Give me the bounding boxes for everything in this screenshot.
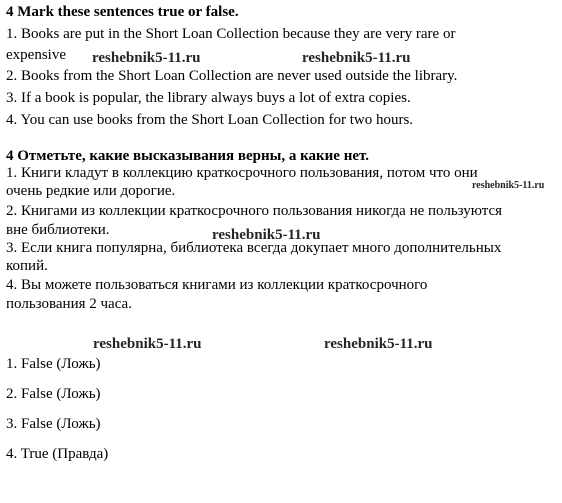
watermark: reshebnik5-11.ru — [92, 50, 201, 66]
russian-line-3-cont: копий. — [6, 258, 48, 274]
russian-heading: 4 Отметьте, какие высказывания верны, а какие нет. — [6, 148, 370, 164]
watermark: reshebnik5-11.ru — [472, 180, 545, 191]
watermark: reshebnik5-11.ru — [93, 336, 202, 352]
english-line-4: 4. You can use books from the Short Loan Collection for two hours. — [6, 112, 414, 128]
watermark: reshebnik5-11.ru — [212, 227, 321, 243]
english-heading: 4 Mark these sentences true or false. — [6, 4, 239, 20]
russian-line-1: 1. Книги кладут в коллекцию краткосрочного пользования, потом что они — [6, 165, 478, 181]
russian-line-2: 2. Книгами из коллекции краткосрочного пользования никогда не пользуются — [6, 203, 503, 219]
russian-line-2-cont: вне библиотеки. — [6, 222, 110, 238]
russian-line-3: 3. Если книга популярна, библиотека всегда докупает много дополнительных — [6, 240, 502, 256]
english-line-1-cont: expensive — [6, 47, 66, 63]
watermark: reshebnik5-11.ru — [302, 50, 411, 66]
watermark: reshebnik5-11.ru — [324, 336, 433, 352]
answer-1: 1. False (Ложь) — [6, 356, 101, 372]
english-line-2: 2. Books from the Short Loan Collection are never used outside the library. — [6, 68, 458, 84]
answer-3: 3. False (Ложь) — [6, 416, 101, 432]
answer-2: 2. False (Ложь) — [6, 386, 101, 402]
english-line-1: 1. Books are put in the Short Loan Collection because they are very rare or — [6, 26, 456, 42]
answer-4: 4. True (Правда) — [6, 446, 109, 462]
russian-line-4: 4. Вы можете пользоваться книгами из коллекции краткосрочного — [6, 277, 428, 293]
russian-line-1-cont: очень редкие или дорогие. — [6, 183, 176, 199]
russian-line-4-cont: пользования 2 часа. — [6, 296, 132, 312]
english-line-3: 3. If a book is popular, the library always buys a lot of extra copies. — [6, 90, 411, 106]
